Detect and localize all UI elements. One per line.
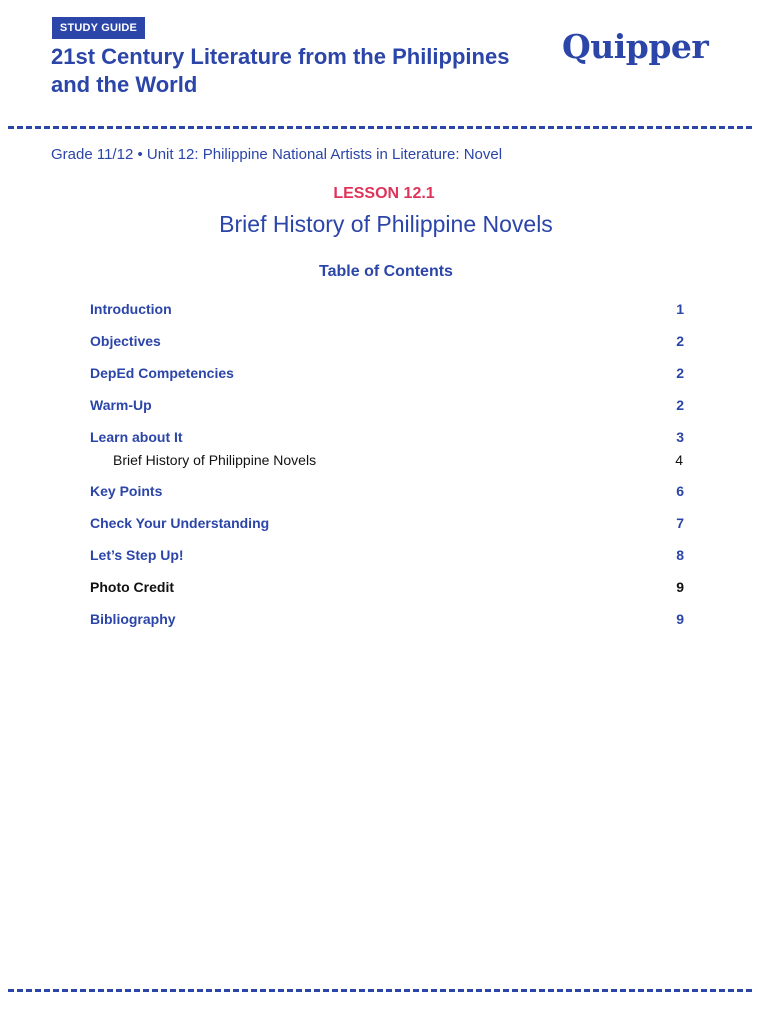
course-title-line2: and the World [51,72,198,97]
toc-entry-check-your-understanding[interactable] [90,513,684,533]
toc-entry-bibliography[interactable] [90,609,684,629]
toc-entry-deped-competencies[interactable] [90,363,684,383]
unit-breadcrumb: Grade 11/12 • Unit 12: Philippine National Artists in Literature: Novel [51,146,503,163]
toc-entry-page: 9 [676,579,684,595]
toc-entry-label: Warm-Up [90,397,152,413]
toc-entry-page: 2 [676,397,684,413]
toc-entry-page: 1 [676,301,684,317]
toc-subentry-brief-history[interactable] [113,450,684,470]
toc-entry-warm-up[interactable] [90,395,684,415]
toc-entry-label: Photo Credit [90,579,174,595]
toc-entry-page: 4 [675,452,683,468]
toc-entry-page: 2 [676,365,684,381]
toc-entry-label: Bibliography [90,611,176,627]
toc-entry-key-points[interactable] [90,481,684,501]
toc-entry-label: Objectives [90,333,161,349]
course-title-line1: 21st Century Literature from the Philippines [51,44,510,69]
top-dashed-divider [8,126,752,129]
toc-entry-page: 6 [676,483,684,499]
toc-entry-photo-credit[interactable] [90,577,684,597]
toc-entry-page: 8 [676,547,684,563]
toc-entry-page: 9 [676,611,684,627]
toc-entry-label: Brief History of Philippine Novels [113,452,317,468]
toc-entry-page: 2 [676,333,684,349]
toc-entry-label: Let’s Step Up! [90,547,184,563]
toc-entry-label: DepEd Competencies [90,365,234,381]
toc-entry-label: Introduction [90,301,172,317]
toc-entry-label: Key Points [90,483,163,499]
toc-entry-introduction[interactable] [90,299,684,319]
toc-entry-label: Check Your Understanding [90,515,270,531]
toc-entry-learn-about-it[interactable] [90,427,684,447]
lesson-title: Brief History of Philippine Novels [219,211,553,237]
toc-entry-page: 3 [676,429,684,445]
toc-entry-page: 7 [676,515,684,531]
toc-entry-objectives[interactable] [90,331,684,351]
lesson-number: LESSON 12.1 [333,185,435,202]
toc-entry-lets-step-up[interactable] [90,545,684,565]
study-guide-badge: STUDY GUIDE [52,17,145,39]
quipper-logo: Quipper [562,27,709,66]
toc-heading: Table of Contents [319,263,453,280]
toc-entry-label: Learn about It [90,429,183,445]
bottom-dashed-divider [8,989,752,992]
course-title [51,43,551,99]
